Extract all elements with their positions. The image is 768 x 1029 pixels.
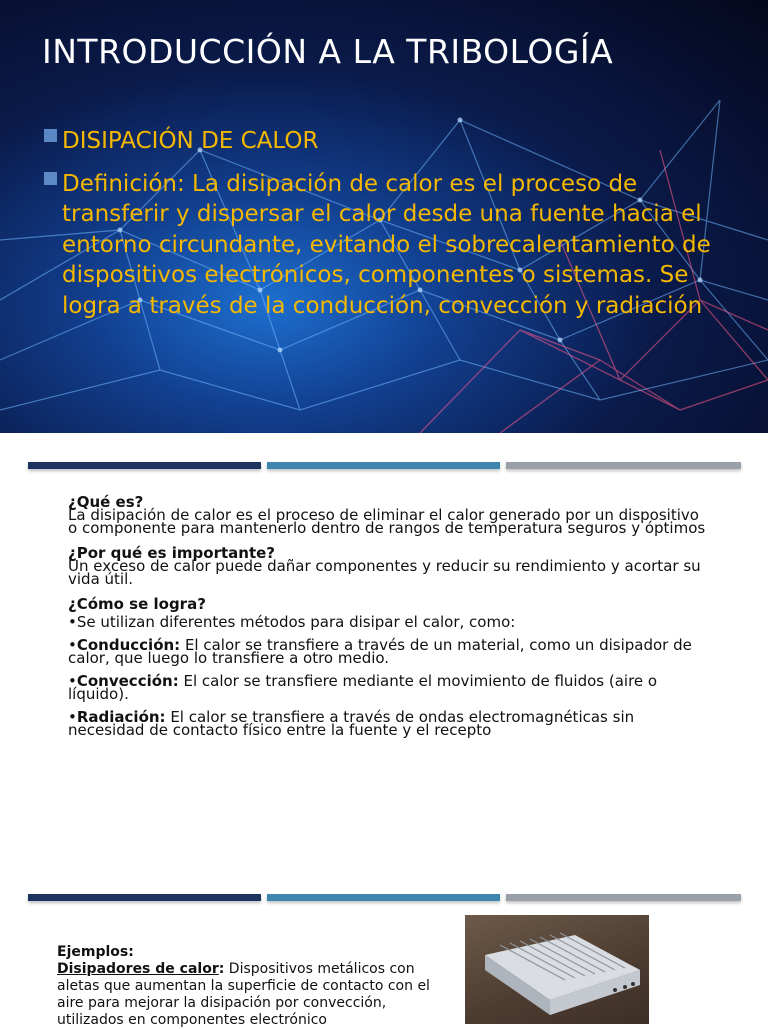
method-convection — [68, 672, 708, 703]
how-block — [68, 595, 708, 631]
example-name: Disipadores de calor — [57, 961, 219, 977]
method-description: El calor se transfiere mediante el movimiento de fluidos (aire o líquido). — [68, 672, 658, 703]
method-description: El calor se transfiere a través de ondas electromagnéticas sin necesidad de contacto físico entre la fuente y el recepto — [68, 708, 635, 739]
colon-mark: : — [218, 961, 225, 977]
divider-segment-navy — [28, 894, 261, 901]
answer-text: Un exceso de calor puede dañar componentes y reducir su rendimiento y acortar su vida útil. — [68, 557, 701, 588]
content-slide — [68, 493, 708, 749]
question-heading: ¿Cómo se logra? — [68, 595, 206, 613]
bullet-item — [44, 169, 734, 322]
divider-segment-blue — [267, 462, 500, 469]
divider-segment-blue — [267, 894, 500, 901]
title-slide — [0, 0, 768, 433]
question-heading: ¿Qué es? — [68, 493, 144, 511]
example-description: Dispositivos metálicos con aletas que aumentan la superficie de contacto con el aire para mejorar la disipación por convección, utilizados en componentes electrónico — [57, 961, 430, 1028]
example-item — [57, 961, 437, 1029]
importance-block — [68, 544, 708, 588]
heat-sink-image — [465, 915, 649, 1024]
bullet-item — [44, 126, 734, 157]
bullet-mark: • — [68, 636, 77, 654]
bullet-text: Definición: La disipación de calor es el proceso de transferir y dispersar el calor desde una fuente hacia el entorno circundante, evitando el sobrecalentamiento de dispositivos electrónicos, componentes o sistemas. Se logra a través de la conducción, convección y radiación — [62, 170, 711, 319]
method-name: Conducción: — [76, 636, 181, 654]
method-description: El calor se transfiere a través de un material, como un disipador de calor, que luego lo transfiere a otro medio. — [68, 636, 692, 667]
question-heading: ¿Por qué es importante? — [68, 544, 275, 562]
heat-sink-photo — [465, 915, 649, 1024]
square-bullet-icon — [44, 129, 57, 142]
bullet-list — [44, 126, 734, 333]
examples-slide — [57, 944, 437, 1029]
bullet-mark: • — [68, 708, 77, 726]
bullet-text: DISIPACIÓN DE CALOR — [62, 128, 319, 154]
method-radiation — [68, 708, 708, 739]
divider-segment-gray — [506, 462, 741, 469]
section-divider — [28, 894, 741, 902]
method-name: Radiación: — [76, 708, 166, 726]
what-is-block — [68, 493, 708, 537]
method-conduction — [68, 636, 708, 667]
square-bullet-icon — [44, 172, 57, 185]
divider-segment-navy — [28, 462, 261, 469]
bullet-mark: • — [68, 672, 77, 690]
slide-title: INTRODUCCIÓN A LA TRIBOLOGÍA — [42, 32, 614, 71]
method-name: Convección: — [76, 672, 179, 690]
section-divider — [28, 462, 741, 470]
examples-heading: Ejemplos: — [57, 944, 134, 960]
answer-text: La disipación de calor es el proceso de eliminar el calor generado por un dispositivo o componente para mantenerlo dentro de rangos de temperatura seguros y óptimos — [68, 506, 706, 537]
divider-segment-gray — [506, 894, 741, 901]
answer-text: •Se utilizan diferentes métodos para disipar el calor, como: — [68, 613, 516, 631]
